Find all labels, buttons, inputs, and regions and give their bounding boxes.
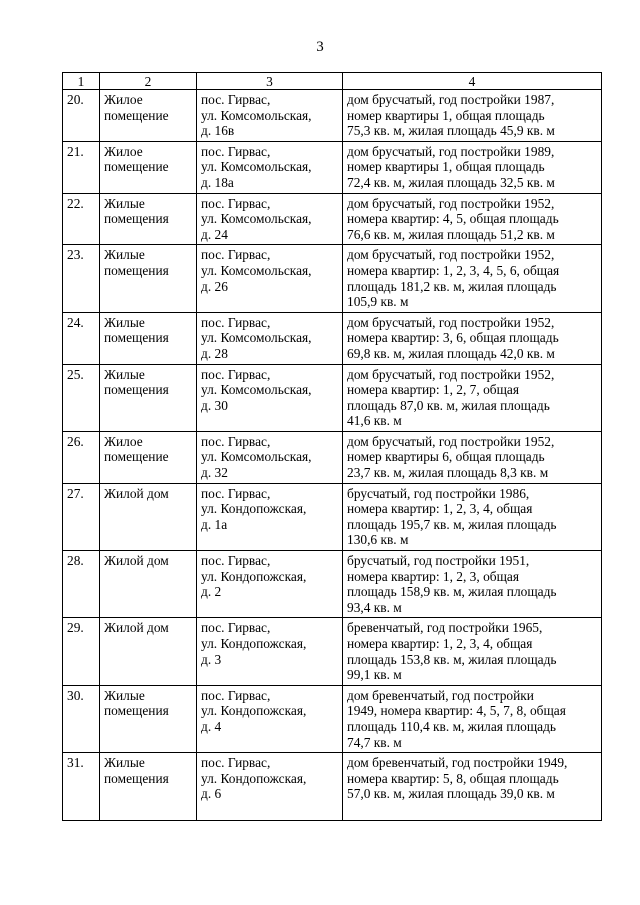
property-description bbox=[343, 141, 602, 193]
property-description bbox=[343, 551, 602, 618]
property-address-line: д. 28 bbox=[201, 345, 228, 361]
property-address-line: пос. Гирвас, bbox=[201, 620, 271, 636]
property-address bbox=[197, 753, 343, 820]
property-type-line: Жилое bbox=[104, 92, 143, 107]
row-number: 27. bbox=[63, 483, 100, 550]
property-type bbox=[100, 551, 197, 618]
property-description-line: дом бревенчатый, год постройки bbox=[347, 687, 534, 703]
property-description-line: 1949, номера квартир: 4, 5, 7, 8, общая bbox=[347, 703, 566, 719]
row-number: 31. bbox=[63, 753, 100, 820]
property-description bbox=[343, 753, 602, 820]
property-address-line: д. 32 bbox=[201, 465, 228, 481]
property-description-line: номера квартир: 1, 2, 3, общая bbox=[347, 568, 519, 584]
property-description-line: номера квартир: 1, 2, 7, общая bbox=[347, 382, 519, 398]
property-type-line: помещения bbox=[104, 262, 169, 278]
property-type-line: помещения bbox=[104, 770, 169, 786]
table-row bbox=[63, 245, 602, 312]
property-address-line: пос. Гирвас, bbox=[201, 92, 271, 107]
table-row bbox=[63, 312, 602, 364]
property-address-line: пос. Гирвас, bbox=[201, 247, 271, 263]
property-type bbox=[100, 431, 197, 483]
table-row bbox=[63, 483, 602, 550]
property-description-line: 72,4 кв. м, жилая площадь 32,5 кв. м bbox=[347, 174, 555, 190]
property-description bbox=[343, 685, 602, 752]
property-address-line: пос. Гирвас, bbox=[201, 485, 271, 501]
property-description-line: площадь 181,2 кв. м, жилая площадь bbox=[347, 278, 557, 294]
property-type-line: помещение bbox=[104, 107, 169, 123]
property-type-line: помещения bbox=[104, 330, 169, 346]
property-description-line: дом брусчатый, год постройки 1952, bbox=[347, 314, 555, 330]
property-address-line: ул. Комсомольская, bbox=[201, 382, 312, 398]
property-description bbox=[343, 245, 602, 312]
property-type-line: Жилые bbox=[104, 366, 145, 382]
property-description-line: площадь 110,4 кв. м, жилая площадь bbox=[347, 718, 557, 734]
property-description-line: дом брусчатый, год постройки 1987, bbox=[347, 92, 555, 107]
property-description bbox=[343, 90, 602, 142]
table-row bbox=[63, 753, 602, 820]
property-type-line: Жилые bbox=[104, 195, 145, 211]
row-number: 21. bbox=[63, 141, 100, 193]
property-address bbox=[197, 141, 343, 193]
property-description-line: номер квартиры 1, общая площадь bbox=[347, 159, 545, 175]
property-address-line: д. 24 bbox=[201, 226, 228, 242]
property-type-line: Жилое bbox=[104, 433, 143, 449]
property-type-line: помещение bbox=[104, 159, 169, 175]
property-description-line bbox=[347, 802, 597, 818]
property-address-line: ул. Кондопожская, bbox=[201, 770, 307, 786]
property-description-line: 75,3 кв. м, жилая площадь 45,9 кв. м bbox=[347, 123, 555, 139]
property-address-line: пос. Гирвас, bbox=[201, 687, 271, 703]
property-type-line: Жилые bbox=[104, 755, 145, 771]
property-address-line: пос. Гирвас, bbox=[201, 755, 271, 771]
property-description-line: номера квартир: 5, 8, общая площадь bbox=[347, 770, 559, 786]
property-address-line: д. 16в bbox=[201, 123, 235, 139]
row-number: 28. bbox=[63, 551, 100, 618]
property-address bbox=[197, 364, 343, 431]
property-description-line: номера квартир: 1, 2, 3, 4, общая bbox=[347, 636, 533, 651]
property-description-line: дом брусчатый, год постройки 1952, bbox=[347, 366, 555, 382]
property-address-line: пос. Гирвас, bbox=[201, 143, 271, 159]
table-row bbox=[63, 193, 602, 245]
property-address-line: пос. Гирвас, bbox=[201, 366, 271, 382]
property-description bbox=[343, 193, 602, 245]
row-number: 23. bbox=[63, 245, 100, 312]
property-description-line: дом брусчатый, год постройки 1952, bbox=[347, 247, 555, 263]
property-description-line: номера квартир: 1, 2, 3, 4, 5, 6, общая bbox=[347, 262, 560, 278]
property-type-line: Жилой дом bbox=[104, 485, 169, 501]
property-address bbox=[197, 483, 343, 550]
property-description-line: дом брусчатый, год постройки 1952, bbox=[347, 195, 555, 211]
property-type bbox=[100, 483, 197, 550]
property-type bbox=[100, 685, 197, 752]
property-address bbox=[197, 551, 343, 618]
property-type bbox=[100, 90, 197, 142]
property-description-line: 57,0 кв. м, жилая площадь 39,0 кв. м bbox=[347, 786, 555, 802]
property-description-line: номера квартир: 4, 5, общая площадь bbox=[347, 211, 559, 227]
property-type bbox=[100, 141, 197, 193]
property-description-line: площадь 158,9 кв. м, жилая площадь bbox=[347, 584, 557, 600]
property-type bbox=[100, 753, 197, 820]
property-address-line: д. 18а bbox=[201, 174, 234, 190]
property-description-line: 99,1 кв. м bbox=[347, 667, 402, 683]
row-number: 30. bbox=[63, 685, 100, 752]
property-description bbox=[343, 364, 602, 431]
property-description-line: 41,6 кв. м bbox=[347, 413, 402, 429]
row-number: 26. bbox=[63, 431, 100, 483]
property-address-line: д. 2 bbox=[201, 584, 222, 600]
property-description-line: номера квартир: 1, 2, 3, 4, общая bbox=[347, 501, 533, 517]
property-address-line: д. 26 bbox=[201, 278, 228, 294]
header-column-1: 1 bbox=[63, 73, 100, 90]
property-address bbox=[197, 618, 343, 685]
property-type-line: помещения bbox=[104, 382, 169, 398]
property-registry-table bbox=[62, 72, 602, 821]
property-type-line: помещения bbox=[104, 703, 169, 719]
table-row bbox=[63, 551, 602, 618]
property-description-line: дом брусчатый, год постройки 1952, bbox=[347, 433, 555, 449]
property-type-line: Жилые bbox=[104, 687, 145, 703]
property-type bbox=[100, 364, 197, 431]
property-description-line: 23,7 кв. м, жилая площадь 8,3 кв. м bbox=[347, 465, 549, 481]
header-column-2: 2 bbox=[100, 73, 197, 90]
property-description-line: площадь 87,0 кв. м, жилая площадь bbox=[347, 397, 550, 413]
property-type bbox=[100, 245, 197, 312]
property-description-line: 69,8 кв. м, жилая площадь 42,0 кв. м bbox=[347, 345, 555, 361]
row-number: 29. bbox=[63, 618, 100, 685]
property-description-line: номера квартир: 3, 6, общая площадь bbox=[347, 330, 559, 346]
property-type-line: помещения bbox=[104, 211, 169, 227]
row-number: 22. bbox=[63, 193, 100, 245]
property-address-line: ул. Комсомольская, bbox=[201, 107, 312, 123]
table-row bbox=[63, 90, 602, 142]
property-address-line: д. 3 bbox=[201, 651, 222, 667]
header-column-3: 3 bbox=[197, 73, 343, 90]
property-address-line: ул. Комсомольская, bbox=[201, 211, 312, 227]
row-number: 20. bbox=[63, 90, 100, 142]
property-description-line: брусчатый, год постройки 1986, bbox=[347, 485, 530, 501]
property-description-line: дом бревенчатый, год постройки 1949, bbox=[347, 755, 568, 771]
property-description-line: 93,4 кв. м bbox=[347, 599, 402, 615]
table-body bbox=[63, 90, 602, 821]
property-description-line: площадь 153,8 кв. м, жилая площадь bbox=[347, 651, 557, 667]
property-description bbox=[343, 483, 602, 550]
property-address-line: пос. Гирвас, bbox=[201, 433, 271, 449]
row-number: 24. bbox=[63, 312, 100, 364]
property-address-line: д. 1а bbox=[201, 516, 228, 532]
property-description-line: номер квартиры 1, общая площадь bbox=[347, 107, 545, 123]
property-description-line: 74,7 кв. м bbox=[347, 734, 402, 750]
property-description bbox=[343, 431, 602, 483]
property-address-line: д. 30 bbox=[201, 397, 228, 413]
property-type-line: Жилой дом bbox=[104, 620, 169, 636]
property-address-line: ул. Кондопожская, bbox=[201, 501, 307, 517]
property-address bbox=[197, 431, 343, 483]
property-type-line: Жилые bbox=[104, 247, 145, 263]
property-address-line: ул. Комсомольская, bbox=[201, 449, 312, 465]
property-address-line: д. 4 bbox=[201, 718, 222, 734]
property-address bbox=[197, 312, 343, 364]
row-number: 25. bbox=[63, 364, 100, 431]
table-row bbox=[63, 431, 602, 483]
property-description-line: 105,9 кв. м bbox=[347, 294, 409, 310]
header-column-4: 4 bbox=[343, 73, 602, 90]
property-type bbox=[100, 193, 197, 245]
property-address-line: ул. Кондопожская, bbox=[201, 568, 307, 584]
property-address-line: ул. Комсомольская, bbox=[201, 159, 312, 175]
property-description bbox=[343, 312, 602, 364]
page-number: 3 bbox=[316, 39, 324, 55]
property-description-line: бревенчатый, год постройки 1965, bbox=[347, 620, 543, 636]
property-address bbox=[197, 245, 343, 312]
property-address bbox=[197, 193, 343, 245]
property-type-line: помещение bbox=[104, 449, 169, 465]
table-row bbox=[63, 618, 602, 685]
property-type-line: Жилое bbox=[104, 143, 143, 159]
table-header-row bbox=[63, 73, 602, 90]
property-description-line: номер квартиры 6, общая площадь bbox=[347, 449, 545, 465]
property-address-line: ул. Комсомольская, bbox=[201, 262, 312, 278]
property-address-line: д. 6 bbox=[201, 786, 222, 802]
property-type bbox=[100, 312, 197, 364]
property-address bbox=[197, 90, 343, 142]
property-description-line: 130,6 кв. м bbox=[347, 532, 409, 548]
table-row bbox=[63, 364, 602, 431]
property-description bbox=[343, 618, 602, 685]
property-type bbox=[100, 618, 197, 685]
property-address-line: ул. Кондопожская, bbox=[201, 636, 307, 651]
table-row bbox=[63, 141, 602, 193]
property-address bbox=[197, 685, 343, 752]
property-address-line: пос. Гирвас, bbox=[201, 195, 271, 211]
property-address-line: ул. Комсомольская, bbox=[201, 330, 312, 346]
property-description-line: 76,6 кв. м, жилая площадь 51,2 кв. м bbox=[347, 226, 555, 242]
property-address-line: ул. Кондопожская, bbox=[201, 703, 307, 719]
property-description-line: брусчатый, год постройки 1951, bbox=[347, 553, 530, 569]
property-type-line: Жилой дом bbox=[104, 553, 169, 569]
property-description-line: дом брусчатый, год постройки 1989, bbox=[347, 143, 555, 159]
property-type-line: Жилые bbox=[104, 314, 145, 330]
property-description-line: площадь 195,7 кв. м, жилая площадь bbox=[347, 516, 557, 532]
table-row bbox=[63, 685, 602, 752]
property-address-line: пос. Гирвас, bbox=[201, 553, 271, 569]
property-address-line: пос. Гирвас, bbox=[201, 314, 271, 330]
